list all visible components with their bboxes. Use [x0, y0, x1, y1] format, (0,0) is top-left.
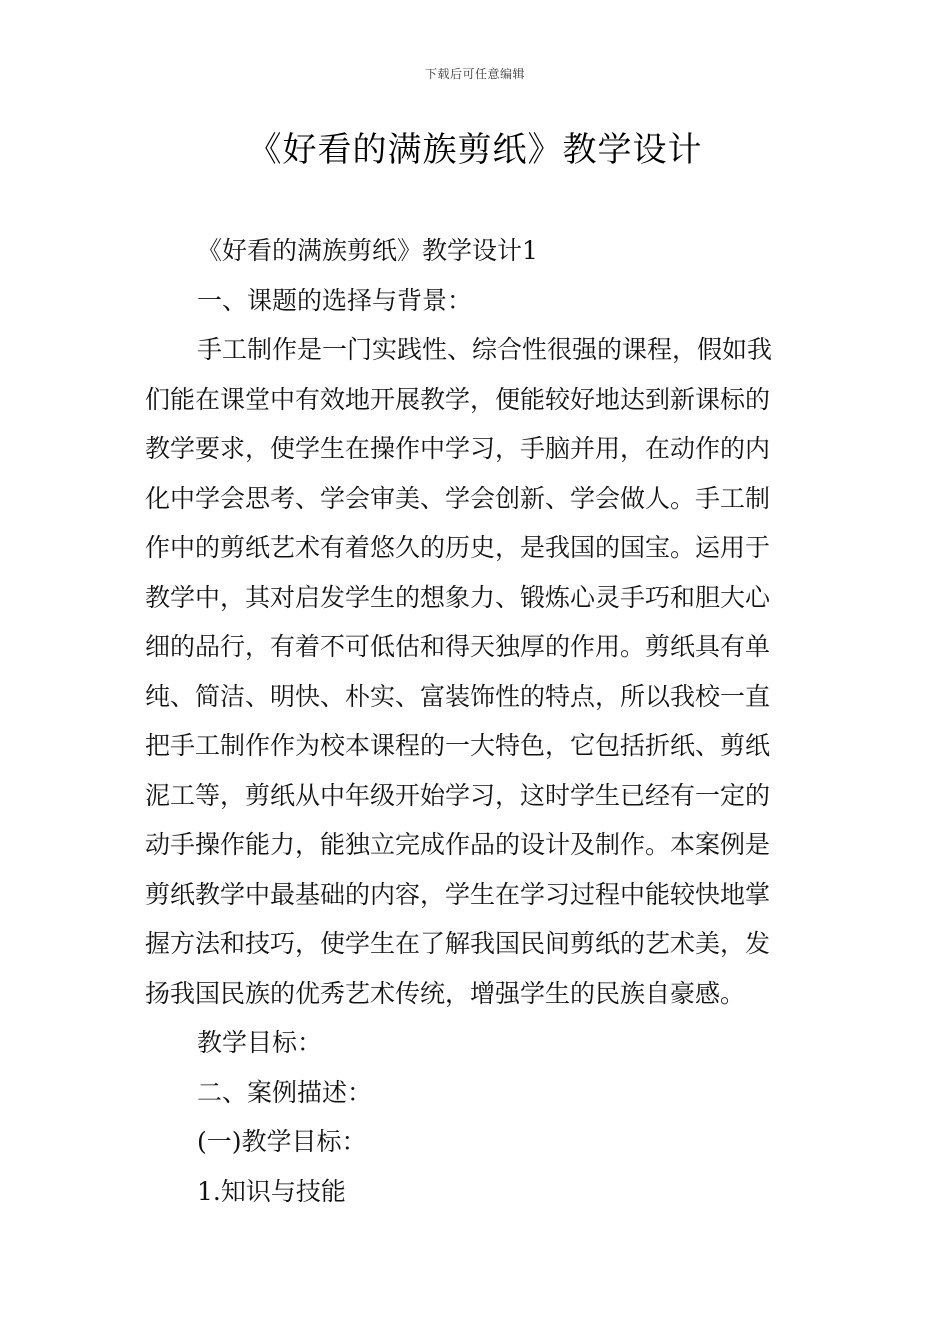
- section-heading-background: 一、课题的选择与背景：: [197, 285, 473, 315]
- background-paragraph: [145, 325, 810, 1018]
- teaching-goal-label: 教学目标：: [197, 1028, 323, 1057]
- paragraph-line: 握方法和技巧，使学生在了解我国民间剪纸的艺术美，发: [145, 929, 771, 958]
- paragraph-line: 手工制作是一门实践性、综合性很强的课程，假如我: [197, 335, 773, 364]
- paragraph-line: 剪纸教学中最基础的内容，学生在学习过程中能较快地掌: [145, 879, 771, 909]
- paragraph-line: 作中的剪纸艺术有着悠久的历史，是我国的国宝。运用于: [145, 533, 771, 562]
- paragraph-line: 教学中，其对启发学生的想象力、锻炼心灵手巧和胆大心: [145, 582, 771, 612]
- header-note: 下载后可任意编辑: [424, 67, 525, 81]
- paragraph-line: 细的品行，有着不可低估和得天独厚的作用。剪纸具有单: [145, 632, 771, 661]
- section-heading-case: 二、案例描述：: [197, 1077, 373, 1107]
- paragraph-line: 化中学会思考、学会审美、学会创新、学会做人。手工制: [145, 483, 771, 513]
- paragraph-line: 们能在课堂中有效地开展教学，便能较好地达到新课标的: [145, 384, 771, 414]
- subsection-heading-goals: (一)教学目标：: [197, 1127, 367, 1156]
- paragraph-line: 动手操作能力，能独立完成作品的设计及制作。本案例是: [145, 830, 771, 859]
- document-body: [145, 226, 810, 1216]
- item-heading-knowledge: 1.知识与技能: [197, 1176, 346, 1206]
- paragraph-line: 泥工等，剪纸从中年级开始学习，这时学生已经有一定的: [145, 780, 771, 810]
- paragraph-line: 扬我国民族的优秀艺术传统，增强学生的民族自豪感。: [145, 978, 746, 1008]
- paragraph-line: 纯、简洁、明快、朴实、富装饰性的特点，所以我校一直: [145, 681, 771, 711]
- document-subtitle: 《好看的满族剪纸》教学设计1: [197, 236, 538, 265]
- paragraph-line: 教学要求，使学生在操作中学习，手脑并用，在动作的内: [145, 434, 771, 463]
- paragraph-line: 把手工制作作为校本课程的一大特色，它包括折纸、剪纸: [145, 731, 771, 760]
- document-title: 《好看的满族剪纸》教学设计: [247, 130, 703, 170]
